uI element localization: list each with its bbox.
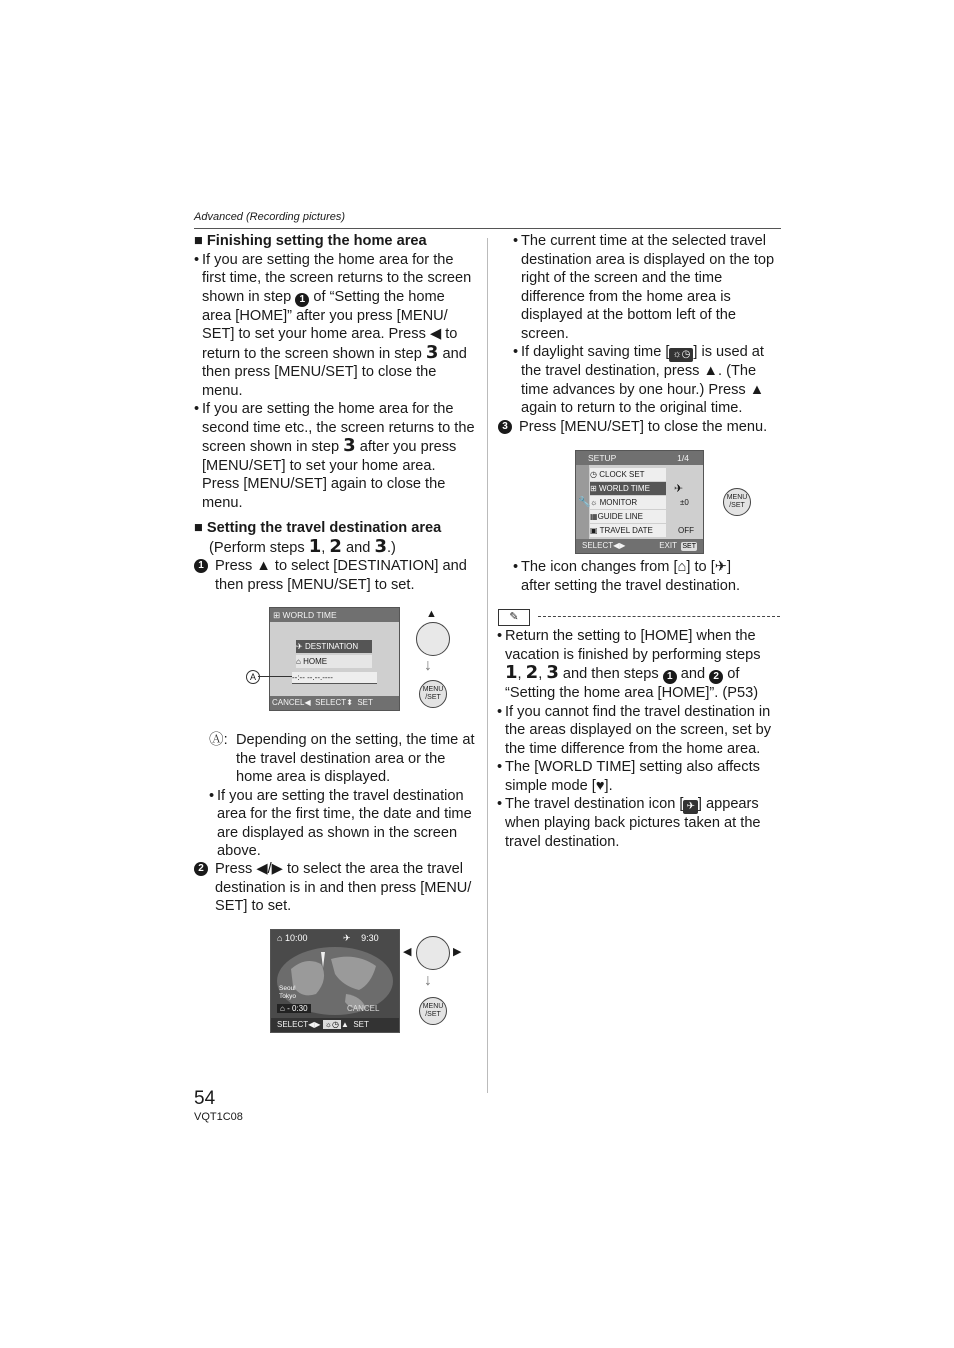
setup-item-world-time: ⊞ WORLD TIME bbox=[590, 482, 666, 495]
setup-item-guide: ▦GUIDE LINE bbox=[590, 510, 666, 523]
house-icon: ⌂ bbox=[280, 1004, 285, 1013]
step-3: 3 Press [MENU/SET] to close the menu. bbox=[498, 418, 778, 437]
heading-finishing: ■ Finishing setting the home area bbox=[194, 233, 427, 249]
cursor-button[interactable] bbox=[416, 936, 450, 970]
plane-icon: ✈ bbox=[683, 800, 697, 814]
column-divider bbox=[487, 238, 488, 1093]
setup-side-tab bbox=[576, 465, 589, 539]
heading-travel: ■ Setting the travel destination area bbox=[194, 520, 442, 536]
bullet-dot: • bbox=[194, 401, 200, 417]
step-circle-2: 2 bbox=[194, 862, 208, 876]
left-arrow-icon: ◀ bbox=[403, 946, 412, 958]
right-arrow-icon: ▶ bbox=[453, 946, 462, 958]
bullet-dot: • bbox=[194, 251, 200, 268]
section-header: Advanced (Recording pictures) bbox=[194, 211, 346, 223]
suitcase-icon: ▣ bbox=[590, 526, 598, 535]
bullet-daylight: • If daylight saving time [ ☼◷ ] is used at the travel destination, press ▲. (The time advances by one hour.) Press ▲ again to return to the original time. bbox=[513, 344, 765, 416]
time-readout: --:-- --.--.---- bbox=[292, 672, 377, 684]
bullet-dot: • bbox=[497, 703, 503, 720]
square-icon: ■ bbox=[194, 520, 207, 536]
bullet-dot: • bbox=[513, 233, 519, 249]
setup-item-travel: ▣ TRAVEL DATE bbox=[590, 524, 666, 537]
globe-icon: ⊞ bbox=[273, 610, 281, 620]
bullet-second-time: • If you are setting the home area for the second time etc., the screen returns to the screen shown in step 3 after you press [MENU/SET] to set your home area. Press [MENU/SET] again to close the menu. bbox=[194, 401, 475, 511]
grid-icon: ▦ bbox=[590, 512, 598, 521]
destination-item: ✈ DESTINATION bbox=[296, 640, 372, 653]
left-right-arrow-icon: ◀/▶ bbox=[256, 861, 283, 877]
setup-bottom-bar: SELECT◀▶ EXIT SET bbox=[576, 539, 703, 553]
bullet-dot: • bbox=[497, 628, 503, 644]
map-bottom-bar: SELECT◀▶ ☼◷ ▲ SET bbox=[271, 1018, 399, 1032]
daylight-saving-icon: ☼◷ bbox=[669, 348, 693, 362]
step-circle-1: 1 bbox=[194, 559, 208, 573]
setup-value-monitor: ±0 bbox=[680, 498, 689, 507]
icon-change-note: • The icon changes from [⌂] to [✈] after setting the travel destination. bbox=[513, 559, 741, 594]
cursor-button[interactable] bbox=[416, 622, 450, 656]
setup-item-clock: ◷ CLOCK SET bbox=[590, 468, 666, 481]
time-difference: ⌂ - 0:30 bbox=[277, 1004, 311, 1013]
header-rule bbox=[194, 228, 781, 229]
bullet-first-time-travel: • If you are setting the travel destination area for the first time, the date and time are displayed as shown in the screen above. bbox=[209, 787, 472, 859]
notes-dashed-rule bbox=[538, 616, 780, 617]
right-column-top bbox=[513, 232, 781, 418]
wrench-icon: 🔧 bbox=[578, 497, 591, 508]
dest-time: ✈ 9:30 bbox=[343, 933, 379, 943]
perform-steps: (Perform steps 1, 2 and 3.) bbox=[209, 535, 396, 557]
down-flow-arrow-icon: ↓ bbox=[424, 657, 432, 674]
page-number: 54 bbox=[194, 1088, 216, 1109]
setup-title-bar: SETUP 1/4 bbox=[576, 451, 703, 465]
step-circle-3: 3 bbox=[498, 420, 512, 434]
setup-menu-screen bbox=[575, 450, 704, 554]
dst-icon: ☼◷ bbox=[324, 1020, 339, 1029]
model-code: VQT1C08 bbox=[194, 1111, 243, 1123]
bullet-first-time: • If you are setting the home area for the first time, the screen returns to the screen shown in step 1 of “Setting the home area [HOME]” after you press [MENU/ SET] to set your home area. Press ◀ to return to the screen shown in step 3 and then press [MENU/SET] to close the menu. bbox=[194, 251, 472, 399]
down-flow-arrow-icon: ↓ bbox=[424, 972, 432, 989]
home-time: ⌂ 10:00 bbox=[277, 933, 308, 943]
menu-set-button[interactable]: MENU /SET bbox=[419, 680, 447, 708]
up-arrow-icon: ▲ bbox=[426, 608, 437, 620]
heart-icon: ♥ bbox=[595, 777, 605, 794]
lcd-bottom-bar: CANCEL◀ SELECT⬍ SET bbox=[270, 696, 399, 710]
plane-icon: ✈ bbox=[343, 933, 351, 943]
left-arrow-icon: ◀ bbox=[429, 326, 442, 342]
bullet-dot: • bbox=[513, 344, 519, 360]
note-a: Ⓐ: Depending on the setting, the time at the travel destination area or the home area is displayed. • If you are setting the travel destination area for the first time, the date and time are displayed as shown in the screen above. bbox=[209, 731, 489, 861]
clock-icon: ◷ bbox=[590, 470, 597, 479]
note-cannot-find: • If you cannot find the travel destination in the areas displayed on the screen, set by the time difference from the home area. bbox=[497, 703, 772, 757]
bullet-dot: • bbox=[513, 559, 519, 575]
sun-icon: ☼ bbox=[590, 498, 598, 507]
note-travel-icon: • The travel destination icon [ ✈ ] appears when playing back pictures taken at the travel destination. bbox=[497, 796, 761, 850]
callout-line bbox=[258, 676, 292, 677]
notes-list bbox=[497, 627, 781, 851]
up-arrow-icon: ▲ bbox=[256, 558, 271, 574]
step-circle-1: 1 bbox=[295, 293, 309, 307]
plane-icon: ✈ bbox=[296, 642, 303, 651]
world-map-screen bbox=[270, 929, 400, 1033]
globe-icon: ⊞ bbox=[590, 484, 597, 493]
city-seoul: Seoul bbox=[279, 985, 296, 992]
setup-item-monitor: ☼ MONITOR bbox=[590, 496, 666, 509]
home-item: ⌂ HOME bbox=[296, 655, 372, 668]
square-icon: ■ bbox=[194, 233, 207, 249]
notes-icon: ✎ bbox=[498, 609, 530, 626]
city-tokyo: Tokyo bbox=[279, 993, 296, 1000]
plane-icon: ✈ bbox=[714, 559, 728, 575]
plane-icon: ✈ bbox=[674, 483, 684, 495]
world-time-screen bbox=[269, 607, 400, 711]
bullet-dot: • bbox=[497, 759, 503, 775]
house-icon: ⌂ bbox=[277, 933, 283, 943]
step-1: 1 Press ▲ to select [DESTINATION] and then press [MENU/SET] to set. bbox=[194, 557, 484, 594]
bullet-current-time: • The current time at the selected travel destination area is displayed on the top right of the screen and the time difference from the home area is displayed at the bottom left of the screen. bbox=[513, 233, 775, 342]
callout-a: A bbox=[246, 670, 260, 684]
note-simple-mode: • The [WORLD TIME] setting also affects simple mode [♥]. bbox=[497, 759, 760, 794]
up-arrow-icon: ▲ bbox=[749, 381, 765, 398]
house-icon: ⌂ bbox=[677, 559, 687, 575]
map-cancel: CANCEL bbox=[347, 1004, 380, 1013]
menu-set-button[interactable]: MENU /SET bbox=[723, 488, 751, 516]
lcd-title-bar: ⊞ WORLD TIME bbox=[270, 608, 399, 622]
left-column bbox=[194, 232, 484, 594]
step-2: 2 Press ◀/▶ to select the area the travel destination is in and then press [MENU/ SET] to set. bbox=[194, 860, 484, 916]
house-icon: ⌂ bbox=[296, 657, 301, 666]
menu-set-button[interactable]: MENU /SET bbox=[419, 997, 447, 1025]
bullet-dot: • bbox=[209, 787, 215, 804]
up-arrow-icon: ▲ bbox=[703, 363, 718, 379]
bullet-dot: • bbox=[497, 796, 503, 812]
setup-value-travel: OFF bbox=[678, 526, 694, 535]
note-return-home: • Return the setting to [HOME] when the vacation is finished by performing steps 1, 2, 3 and then steps 1 and 2 of “Setting the home area [HOME]”. (P53) bbox=[497, 628, 761, 701]
